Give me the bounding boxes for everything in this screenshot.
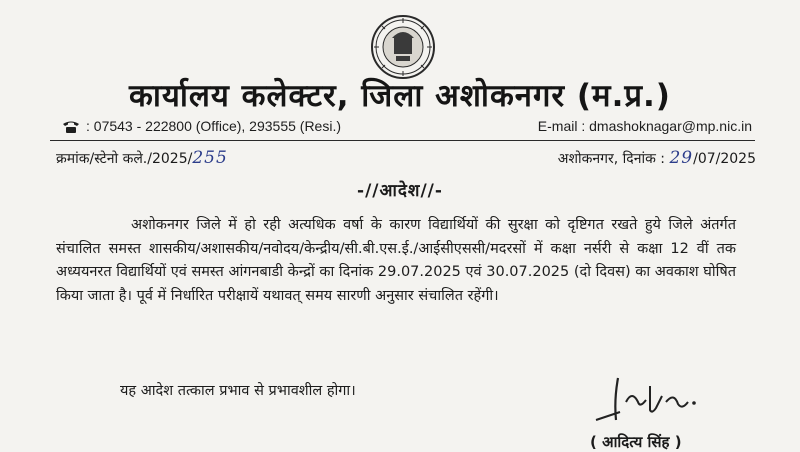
order-closing: यह आदेश तत्काल प्रभाव से प्रभावशील होगा। bbox=[120, 383, 356, 399]
office-title: कार्यालय कलेक्टर, जिला अशोकनगर (म.प्र.) bbox=[129, 78, 671, 114]
handwritten-signature bbox=[590, 372, 750, 427]
header-divider bbox=[50, 140, 755, 141]
reference-number-handwritten: 255 bbox=[192, 148, 228, 168]
place-date-prefix: अशोकनगर, दिनांक : bbox=[557, 151, 666, 167]
email-info bbox=[538, 118, 752, 134]
reference-number bbox=[56, 148, 228, 168]
contact-row bbox=[62, 118, 752, 136]
email-address: dmashoknagar@mp.nic.in bbox=[589, 118, 752, 134]
email-label: E-mail : bbox=[537, 118, 586, 134]
date-day-handwritten: 29 bbox=[669, 148, 694, 168]
signatory-name: ( आदित्य सिंह ) bbox=[590, 433, 682, 451]
reference-row bbox=[56, 146, 756, 170]
phone-numbers: : 07543 - 222800 (Office), 293555 (Resi.) bbox=[86, 118, 342, 134]
date-suffix: /07/2025 bbox=[693, 151, 756, 167]
place-date bbox=[558, 148, 756, 168]
order-body bbox=[56, 214, 736, 308]
phone-info bbox=[62, 118, 341, 134]
madhya-pradesh-state-emblem-icon bbox=[370, 12, 436, 82]
order-heading: -//आदेश//- bbox=[357, 181, 443, 201]
reference-number-prefix: क्रमांक/स्टेनो कले./2025/ bbox=[56, 151, 193, 167]
order-paragraph: अशोकनगर जिले में हो रही अत्यधिक वर्षा के कारण विद्यार्थियों की सुरक्षा को दृष्टिगत रखते हुये जिले अंतर्गत संचालित समस्त शासकीय/अशासकीय/नवोदय/केन्द्रीय/सी.बी.एस.ई./आईसीएससी/मदरसों में कक्षा नर्सरी से कक्षा 12 वीं तक अध्ययनरत विद्यार्थियों एवं समस्त आंगनबाडी केन्द्रों का दिनांक 29.07.2025 एवं 30.07.2025 (दो दिवस) का अवकाश घोषित किया जाता है। पूर्व में निर्धारित परीक्षायें यथावत् समय सारणी अनुसार संचालित रहेंगी। bbox=[56, 217, 736, 304]
telephone-icon bbox=[62, 120, 80, 134]
